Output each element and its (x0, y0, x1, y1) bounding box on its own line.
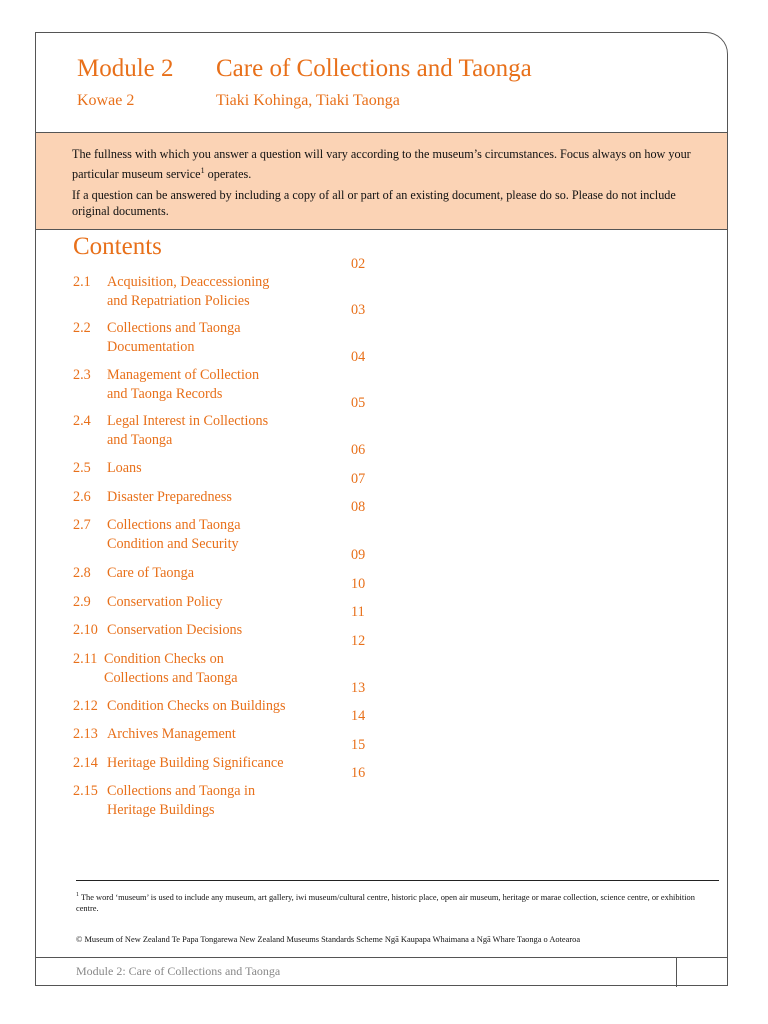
kowae-label: Kowae 2 (77, 92, 135, 109)
toc-item-page: 04 (351, 348, 366, 365)
toc-item-page: 06 (351, 441, 366, 458)
toc-item-number: 2.1 (73, 274, 91, 290)
toc-item-number: 2.15 (73, 783, 98, 799)
copyright-notice: © Museum of New Zealand Te Papa Tongarewa New Zealand Museums Standards Scheme Ngā Kaupapa Whaimana a Ngā Whare Taonga o Aotearoa (76, 935, 581, 944)
toc-item-page: 11 (351, 603, 365, 620)
footnote (76, 890, 719, 914)
toc-item-title: Conservation Policy (107, 594, 223, 610)
toc-item-page: 09 (351, 546, 366, 563)
toc-item-title: Heritage Building Significance (107, 755, 284, 771)
toc-item-page: 15 (351, 736, 366, 753)
toc-item-number: 2.13 (73, 726, 98, 742)
toc-item-number: 2.5 (73, 460, 91, 476)
footnote-divider (76, 880, 719, 881)
toc-item-page: 16 (351, 764, 366, 781)
instructions-text-b: operates. (204, 166, 252, 181)
toc-item-title: Collections and Taonga Documentation (107, 320, 241, 355)
toc-item-title: Management of Collection and Taonga Records (107, 367, 260, 402)
toc-item-page: 03 (351, 301, 366, 318)
toc-item-number: 2.7 (73, 517, 91, 533)
toc-item-number: 2.6 (73, 489, 91, 505)
toc-item-page: 02 (351, 255, 366, 272)
contents-heading: Contents (73, 233, 162, 260)
toc-item-title: Collections and Taonga in Heritage Buildings (107, 783, 256, 818)
footnote-text: The word ‘museum’ is used to include any museum, art gallery, iwi museum/cultural centre, historic place, open air museum, heritage or marae collection, science centre, or exhibition centre. (76, 892, 695, 913)
toc-item-page: 12 (351, 632, 366, 649)
footnote-marker: 1 (76, 892, 79, 898)
toc-item-page: 08 (351, 498, 366, 515)
page-frame (35, 32, 728, 986)
toc-item-page: 05 (351, 394, 366, 411)
toc-item-title: Archives Management (107, 726, 236, 742)
toc-item-number: 2.4 (73, 413, 91, 429)
toc-item-page: 14 (351, 707, 366, 724)
toc-item-number: 2.9 (73, 594, 91, 610)
toc-item-number: 2.3 (73, 367, 91, 383)
toc-item-title: Disaster Preparedness (107, 489, 232, 505)
toc-item-number: 2.8 (73, 565, 91, 581)
module-label: Module 2 (77, 55, 174, 82)
toc-item-title: Conservation Decisions (107, 622, 243, 638)
toc-item-title: Loans (107, 460, 142, 476)
footer-divider (676, 958, 677, 987)
page-footer (36, 957, 727, 987)
module-title: Care of Collections and Taonga (216, 55, 532, 82)
module-header (36, 33, 727, 133)
maori-title: Tiaki Kohinga, Tiaki Taonga (216, 92, 400, 109)
toc-item-title: Care of Taonga (107, 565, 194, 581)
toc-item-number: 2.14 (73, 755, 98, 771)
instructions-text-a: The fullness with which you answer a question will vary according to the museum’s circumstances. Focus always on how your particular museum service (72, 147, 691, 181)
instructions-paragraph-2: If a question can be answered by including a copy of all or part of an existing document, please do so. Please do not include original documents. (72, 188, 676, 218)
footer-label: Module 2: Care of Collections and Taonga (76, 964, 281, 978)
toc-item-number: 2.10 (73, 622, 98, 638)
toc-item-title: Acquisition, Deaccessioning and Repatriation Policies (107, 274, 270, 309)
toc-item-page: 10 (351, 575, 366, 592)
toc-item-number: 2.11 (73, 651, 98, 667)
toc-item-number: 2.12 (73, 698, 98, 714)
instructions-paragraph-1 (72, 147, 699, 182)
footnote-ref: 1 (200, 165, 205, 175)
toc-item-title: Collections and Taonga Condition and Security (107, 517, 241, 552)
toc-item-page: 13 (351, 679, 366, 696)
toc-item-number: 2.2 (73, 320, 91, 336)
toc-item-title: Condition Checks on Collections and Taonga (104, 651, 238, 686)
toc-item-title: Condition Checks on Buildings (107, 698, 286, 714)
toc-item-title: Legal Interest in Collections and Taonga (107, 413, 269, 448)
toc-item-page: 07 (351, 470, 366, 487)
instructions-box (36, 132, 727, 230)
